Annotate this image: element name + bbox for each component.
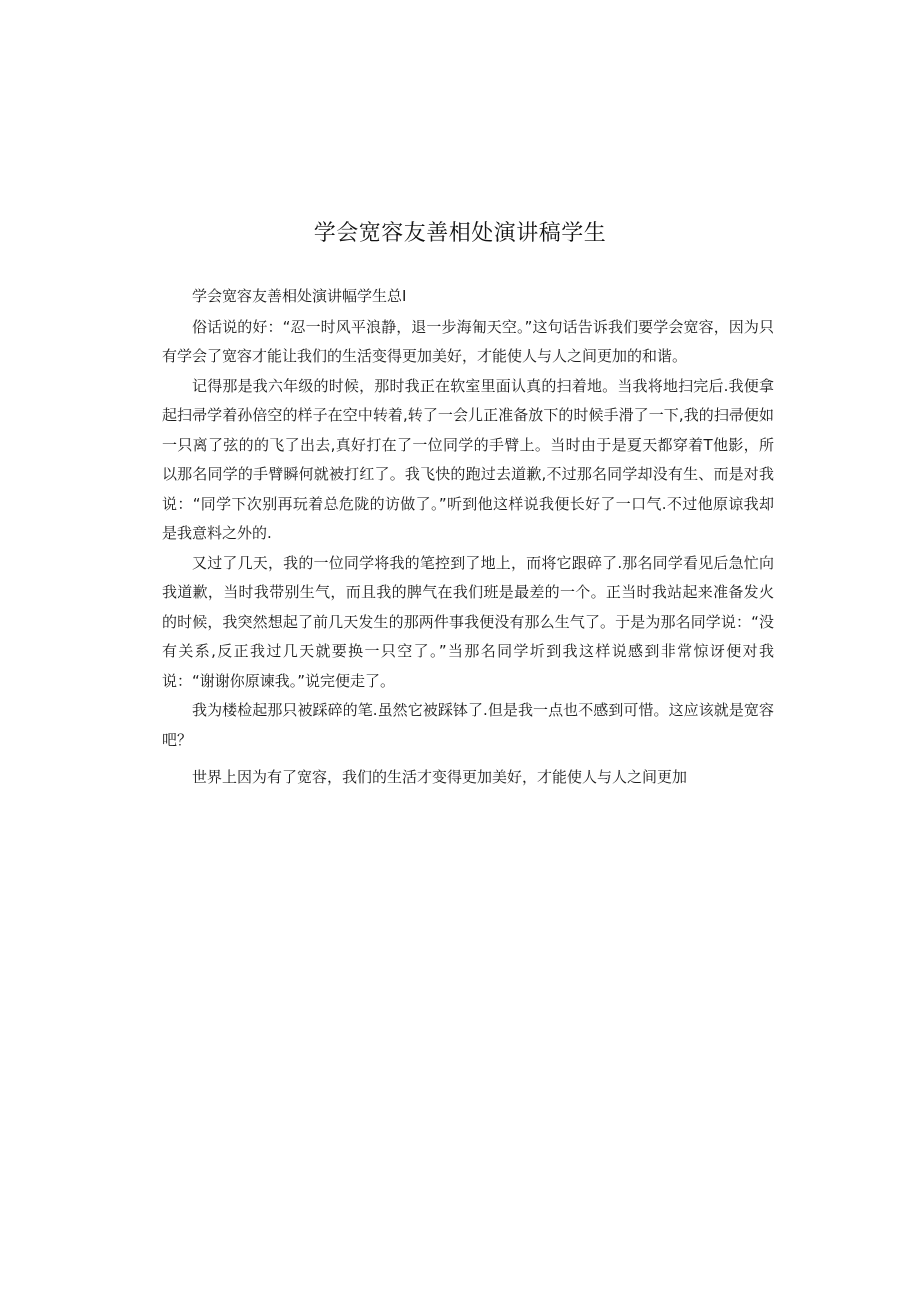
document-body [162, 282, 774, 793]
paragraph: 俗话说的好：“忍一时风平浪静，退一步海匍天空。”这句话告诉我们要学会宽容，因为只有学会了宽容才能让我们的生活变得更加美好，才能使人与人之间更加的和谐。 [162, 317, 774, 365]
paragraph: 又过了几天，我的一位同学将我的笔控到了地上，而将它跟碎了.那名同学看见后急忙向我道歉，当时我带别生气，而且我的脾气在我们班是最差的一个。正当时我站起来准备发火的时候，我突然想起了前几天发生的那两件事我便没有那么生气了。于是为那名同学说：“没有关系,反正我过几天就要换一只空了。”当那名同学圻到我这样说感到非常惊讶便对我说：“谢谢你原谏我。”说完便走了。 [162, 553, 774, 690]
document-subtitle: 学会宽容友善相处演讲幅学生总I [192, 287, 407, 305]
document-title: 学会宽容友善相处演讲稿学生 [313, 221, 607, 246]
paragraph: 我为楼检起那只被踩碎的笔.虽然它被踩钵了.但是我一点也不感到可惜。这应该就是宽容吧？ [162, 701, 774, 749]
paragraph: 记得那是我六年级的时候，那时我正在软室里面认真的扫着地。当我将地扫完后.我便拿起扫帚学着孙倍空的样子在空中转着,转了一会儿正准备放下的时候手滑了一下,我的扫帚便如一只离了弦的的飞了出去,真好打在了一位同学的手臂上。当时由于是夏天都穿着T他影，所以那名同学的手臂瞬何就被打红了。我飞快的跑过去道歉,不过那名同学却没有生、而是对我说：“同学下次别再玩着总危陇的访做了。”听到他这样说我便长好了一口气.不过他原谅我却是我意料之外的. [162, 376, 774, 542]
paragraph: 世界上因为有了宽容，我们的生活才变得更加美好，才能使人与人之间更加 [192, 768, 688, 786]
